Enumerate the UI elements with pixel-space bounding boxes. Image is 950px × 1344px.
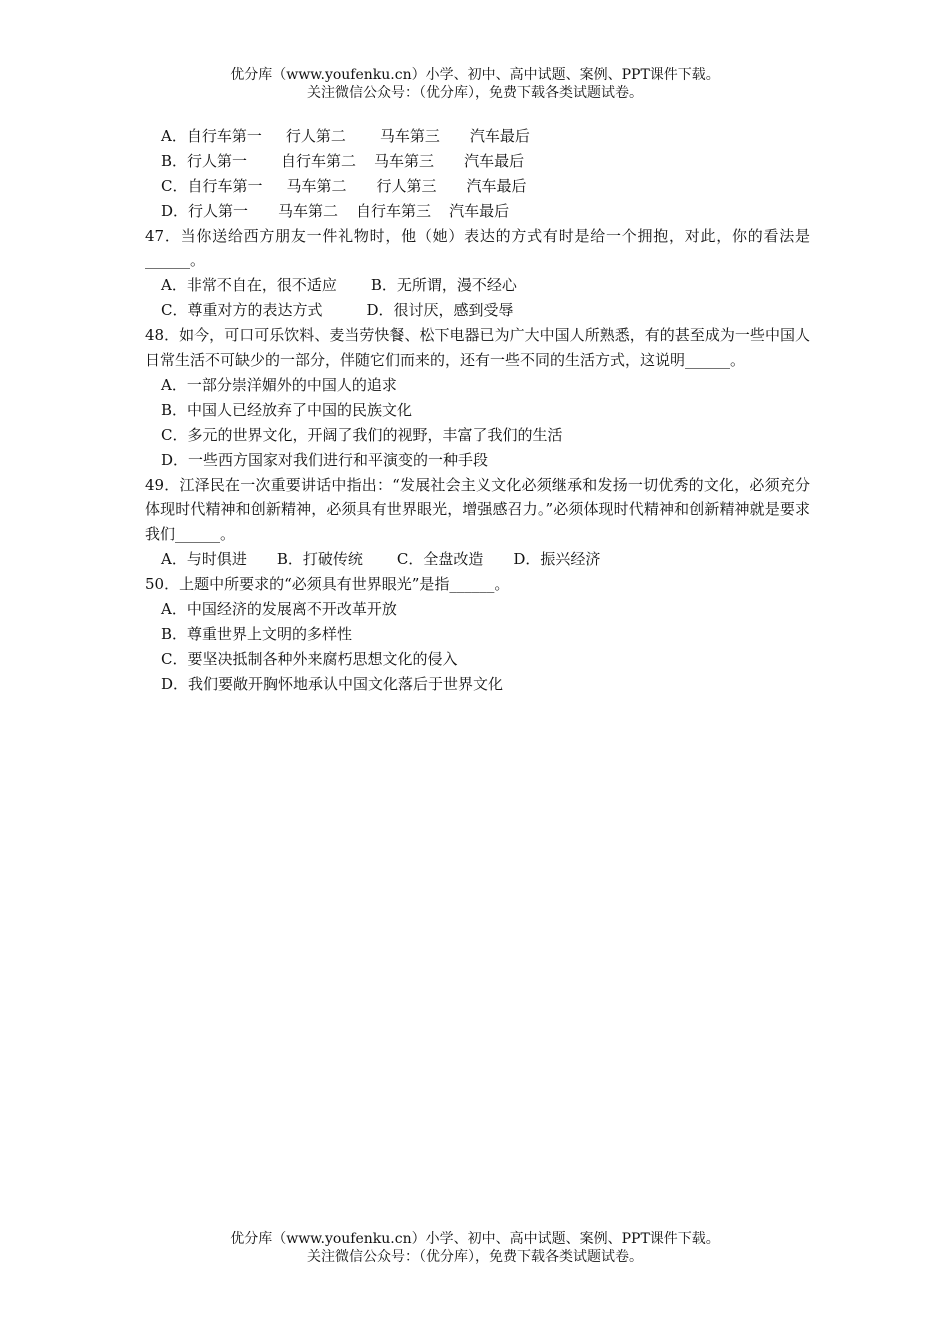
q50-option-a: A．中国经济的发展离不开改革开放 bbox=[161, 600, 397, 619]
q47-options-row-1 bbox=[145, 273, 810, 298]
q49-stem: 49．江泽民在一次重要讲话中指出：“发展社会主义文化必须继承和发扬一切优秀的文化，必须充分体现时代精神和创新精神，必须具有世界眼光，增强感召力。”必须体现时代精神和创新精神就是要求我们______。 bbox=[145, 475, 810, 544]
q47-option-a: A．非常不自在，很不适应 bbox=[161, 276, 337, 295]
q49-option-a: A．与时俱进 bbox=[161, 550, 247, 569]
q46-option-d: D．行人第一 马车第二 自行车第三 汽车最后 bbox=[161, 201, 510, 220]
q50-stem: 50．上题中所要求的“必须具有世界眼光”是指______。 bbox=[145, 575, 510, 594]
q48-option-c: C．多元的世界文化，开阔了我们的视野，丰富了我们的生活 bbox=[161, 425, 563, 444]
q47-stem: 47．当你送给西方朋友一件礼物时，他（她）表达的方式有时是给一个拥抱，对此，你的看法是______。 bbox=[145, 226, 810, 270]
q48-option-a: A．一部分崇洋媚外的中国人的追求 bbox=[161, 375, 397, 394]
question-content bbox=[145, 124, 810, 697]
header-line-1: 优分库（www.youfenku.cn）小学、初中、高中试题、案例、PPT课件下载。 bbox=[230, 67, 720, 83]
q48-option-b: B．中国人已经放弃了中国的民族文化 bbox=[161, 400, 413, 419]
q50-option-c: C．要坚决抵制各种外来腐朽思想文化的侵入 bbox=[161, 649, 458, 668]
q49-options-row bbox=[145, 547, 810, 572]
q47-option-c: C．尊重对方的表达方式 bbox=[161, 301, 323, 320]
q49-option-d: D．振兴经济 bbox=[513, 550, 601, 569]
q47-options-row-2 bbox=[145, 298, 810, 323]
q49-option-c: C．全盘改造 bbox=[396, 550, 484, 569]
page-header bbox=[0, 66, 950, 102]
q46-option-b: B．行人第一 自行车第二 马车第三 汽车最后 bbox=[161, 151, 525, 170]
q49-option-b: B．打破传统 bbox=[276, 550, 363, 569]
q48-option-d: D．一些西方国家对我们进行和平演变的一种手段 bbox=[161, 450, 489, 469]
page-footer bbox=[0, 1230, 950, 1266]
q47-option-d: D．很讨厌，感到受辱 bbox=[366, 301, 514, 320]
footer-line-2: 关注微信公众号：（优分库），免费下载各类试题试卷。 bbox=[307, 1249, 643, 1265]
header-line-2: 关注微信公众号：（优分库），免费下载各类试题试卷。 bbox=[307, 85, 643, 101]
q48-stem: 48．如今，可口可乐饮料、麦当劳快餐、松下电器已为广大中国人所熟悉，有的甚至成为一些中国人日常生活不可缺少的一部分，伴随它们而来的，还有一些不同的生活方式，这说明______。 bbox=[145, 326, 810, 370]
q47-option-b: B．无所谓，漫不经心 bbox=[370, 276, 517, 295]
q50-option-d: D．我们要敞开胸怀地承认中国文化落后于世界文化 bbox=[161, 674, 504, 693]
q46-option-c: C．自行车第一 马车第二 行人第三 汽车最后 bbox=[161, 176, 527, 195]
footer-line-1: 优分库（www.youfenku.cn）小学、初中、高中试题、案例、PPT课件下载。 bbox=[230, 1231, 720, 1247]
q46-option-a: A．自行车第一 行人第二 马车第三 汽车最后 bbox=[161, 127, 530, 145]
q50-option-b: B．尊重世界上文明的多样性 bbox=[161, 624, 353, 643]
